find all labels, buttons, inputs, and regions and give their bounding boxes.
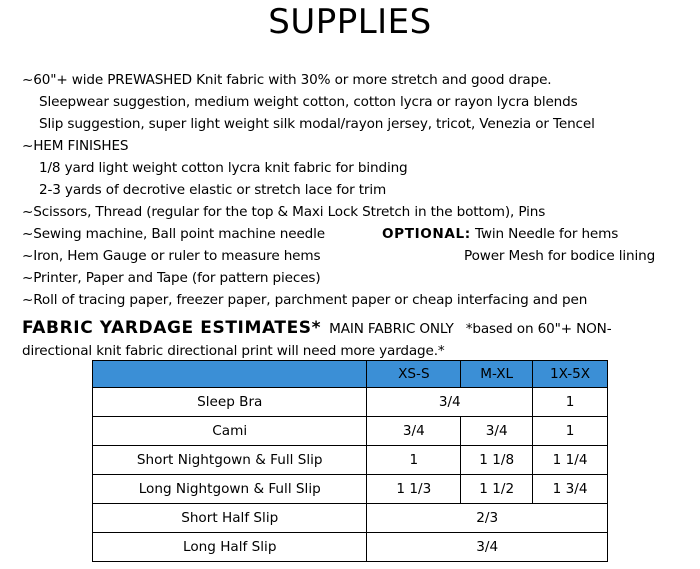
table-cell: 3/4 (367, 388, 533, 417)
table-row (93, 388, 608, 417)
row-label: Short Nightgown & Full Slip (93, 446, 367, 475)
column-header (93, 361, 367, 388)
row-label: Cami (93, 417, 367, 446)
table-header-row (93, 361, 608, 388)
table-row (93, 417, 608, 446)
yardage-table (92, 360, 608, 562)
list-item: Slip suggestion, super light weight silk modal/rayon jersey, tricot, Venezia or Tencel (39, 116, 595, 132)
optional-label: OPTIONAL: (382, 226, 471, 242)
column-header: 1X-5X (533, 361, 608, 388)
list-item-text: ~Iron, Hem Gauge or ruler to measure hems (22, 248, 321, 264)
row-label: Sleep Bra (93, 388, 367, 417)
column-header: XS-S (367, 361, 461, 388)
row-label: Long Half Slip (93, 533, 367, 562)
table-cell: 1 1/8 (461, 446, 533, 475)
table-cell: 1 (367, 446, 461, 475)
table-row (93, 475, 608, 504)
table-cell: 3/4 (367, 533, 608, 562)
table-row (93, 533, 608, 562)
list-item: ~Printer, Paper and Tape (for pattern pieces) (22, 270, 321, 286)
yardage-title: FABRIC YARDAGE ESTIMATES* (22, 318, 322, 338)
list-item: ~HEM FINISHES (22, 138, 129, 154)
page-title: SUPPLIES (268, 2, 432, 42)
list-item (22, 223, 692, 245)
optional-item (382, 223, 618, 245)
list-item: 1/8 yard light weight cotton lycra knit fabric for binding (39, 160, 408, 176)
table-cell: 1 3/4 (533, 475, 608, 504)
row-label: Short Half Slip (93, 504, 367, 533)
table-cell: 1 (533, 388, 608, 417)
list-item-text: ~Sewing machine, Ball point machine needle (22, 226, 325, 242)
column-header: M-XL (461, 361, 533, 388)
table-cell: 3/4 (367, 417, 461, 446)
yardage-header (22, 317, 692, 362)
list-item: ~60"+ wide PREWASHED Knit fabric with 30% or more stretch and good drape. (22, 72, 552, 88)
list-item (22, 245, 692, 267)
list-item: 2-3 yards of decrotive elastic or stretch lace for trim (39, 182, 387, 198)
optional-text: Power Mesh for bodice lining (464, 248, 656, 264)
table-row (93, 446, 608, 475)
yardage-note: *based on 60"+ NON- (465, 321, 612, 337)
list-item: Sleepwear suggestion, medium weight cotton, cotton lycra or rayon lycra blends (39, 94, 578, 110)
list-item: ~Scissors, Thread (regular for the top & Maxi Lock Stretch in the bottom), Pins (22, 204, 546, 220)
supplies-list (22, 69, 692, 311)
main-fabric-label: MAIN FABRIC ONLY (329, 321, 454, 337)
table-cell: 2/3 (367, 504, 608, 533)
list-item: ~Roll of tracing paper, freezer paper, parchment paper or cheap interfacing and pen (22, 292, 588, 308)
table-row (93, 504, 608, 533)
table-cell: 1 1/2 (461, 475, 533, 504)
table-cell: 1 1/4 (533, 446, 608, 475)
table-cell: 1 1/3 (367, 475, 461, 504)
table-cell: 3/4 (461, 417, 533, 446)
row-label: Long Nightgown & Full Slip (93, 475, 367, 504)
yardage-note-cont: directional knit fabric directional print will need more yardage.* (22, 343, 445, 359)
table-cell: 1 (533, 417, 608, 446)
optional-text: Twin Needle for hems (474, 226, 619, 242)
